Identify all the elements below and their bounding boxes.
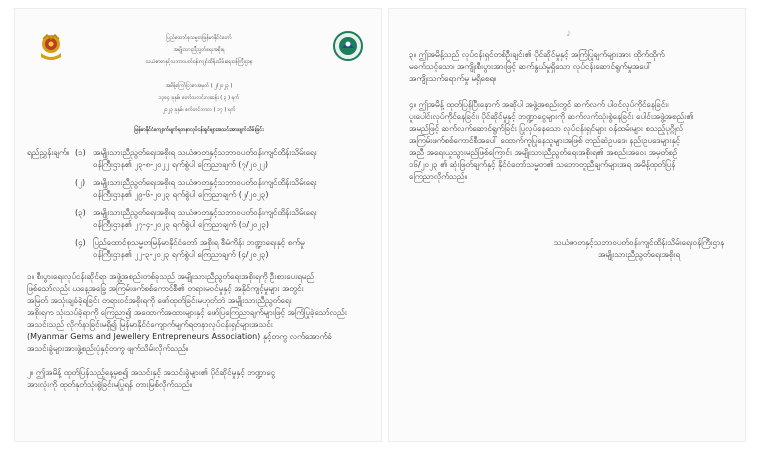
ref-4-num: (၄) xyxy=(75,238,86,247)
para-2-line-1: ၂။ ဤအမိန့် ထုတ်ပြန်သည့်နေ့မှစ၍ အသင်းနှင့် အသင်းခွဲများ၏ ပိုင်ဆိုင်မှုနှင့် ဘဏ္ဍာငွေ xyxy=(27,368,276,377)
para-3-line-3: အကျိုးသက်ရောက်မှု မရှိစေရ။ xyxy=(409,74,497,83)
ref-2-line-1: အမျိုးသားညီညွတ်ရေးအစိုးရ သယံဇာတနှင့်သဘာဝပတ်ဝန်းကျင်ထိန်းသိမ်းရေး xyxy=(93,178,317,187)
page-number: ၂ xyxy=(566,29,570,35)
letter-page-1 xyxy=(14,8,382,442)
ref-4-line-2: ဝန်ကြီးဌာန၏ ၂၂-၃-၂၀၂၃ ရက်စွဲပါ ကြေညာချက် (၄/၂၀၂၃) xyxy=(93,250,269,259)
para-3-line-2: မခက်သင့်သော၊ အကျိုးစီးပွားအားဖြင့် ဆက်နွယ်မှုရှိသော လုပ်ငန်းဆောင်ရွက်မှုအပေါ် xyxy=(409,62,652,71)
para-1-line-4: အစိုးရက သုံးသပ်ခဲ့ရာကို ကြေညာ၍ အထောက်အထားများနှင့် ဖော်ပြကြေညာချက်များဖြင့် အကြံပြုခဲ့သော်လည်း xyxy=(27,308,347,317)
para-4-line-4: အကြမ်းဖက်စစ်ကောင်စီအပေါ် ထောက်ကူပြုနေသူများအဖြစ် တည်ဆဲဥပဒေ၊ နည်းဥပဒေများနှင့် xyxy=(409,136,681,145)
header-line-1: ပြည်ထောင်စုသမ္မတမြန်မာနိုင်ငံတော် xyxy=(166,35,232,41)
para-4-line-2: ပူးပေါင်းလုပ်ကိုင်နေခြင်း၊ ပိုင်ဆိုင်မှုနှင့် ဘဏ္ဍာငွေများကို ဆက်လက်သုံးစွဲနေခြင်း ပေါင်းအဖွဲ့အစည်း၏ xyxy=(409,112,694,121)
ref-1-num: (၁) xyxy=(75,148,86,157)
ref-4-line-1: ပြည်ထောင်စုသမ္မတမြန်မာနိုင်ငံတော် အစိုးရ စီမံကိန်း ဘဏ္ဍာရေးနှင့် စက်မှု xyxy=(93,238,305,247)
para-1-line-2: ဖြစ်သော်လည်း ယနေ့အခြေ့ အကြမ်းဖက်စစ်ကောင်စီ၏ တရားမဝင်မှုနှင့် အနိုင်ကျင့်မှုများ အတွင်း xyxy=(27,284,304,293)
para-4-line-5: အညီ အရေးယူသွားမည်ဖြစ်ကြောင်း အမျိုးသားညီညွတ်ရေးအစိုးရ၏ အစည်းအဝေး အမှတ်စဉ် xyxy=(409,148,678,157)
para-1-line-1: ၁။ စီးပွားရေးလုပ်ငန်းဆိုင်ရာ အဖွဲ့အစည်းတစ်ခုသည် အမျိုးသားညီညွတ်ရေးအစိုးရကို ဦးစားပေးရမည် xyxy=(27,272,315,281)
para-4-line-7: ကြေညာလိုက်သည်။ xyxy=(409,172,467,181)
ref-2-line-2: ဝန်ကြီးဌာန၏ ၂၉-၆-၂၀၂၃ ရက်စွဲပါ ကြေညာချက် (၂/၂၀၂၃) xyxy=(93,190,269,199)
ref-3-line-2: ဝန်ကြီးဌာန၏ ၂၇-၄-၂၀၂၃ ရက်စွဲပါ ကြေညာချက် (၁/၂၀၂၃) xyxy=(93,220,270,229)
para-1-line-5: အသင်းသည် လိုက်နာခြင်းမရှိ၍ မြန်မာနိုင်ငံကျောက်မျက်ရတနာလုပ်ငန်းရှင်များအသင်း xyxy=(27,320,273,329)
ref-3-num: (၃) xyxy=(75,208,86,217)
para-2-line-2: အားလုံးကို ထုတ်နုတ်သုံးစွဲခြင်းမပြုရန် တားမြစ်လိုက်သည်။ xyxy=(27,380,193,389)
signature-government: အမျိုးသားညီညွတ်ရေးအစိုးရ xyxy=(597,250,681,259)
para-4-line-3: အမည်ဖြင့် ဆက်လက်ဆောင်ရွက်ခြင်း ပြုလုပ်နေသော လုပ်ငန်းရှင်များ ဝန်ထမ်းများ စသည့်ပုဂ္ဂိုလ် xyxy=(409,124,684,133)
header-line-2: အမျိုးသားညီညွတ်ရေးအစိုးရ xyxy=(173,47,225,53)
ref-1-line-1: အမျိုးသားညီညွတ်ရေးအစိုးရ သယံဇာတနှင့်သဘာဝပတ်ဝန်းကျင်ထိန်းသိမ်းရေး xyxy=(93,148,317,157)
letter-page-2 xyxy=(388,8,746,442)
para-4-line-1: ၄။ ဤအမိန့် ထုတ်ပြန်ပြီးနောက် အဆိုပါ အဖွဲ့အစည်းတွင် ဆက်လက် ပါဝင်လုပ်ကိုင်နေခြင်း၊ xyxy=(409,100,669,109)
subject-line: မြန်မာနိုင်ငံကျောက်မျက်ရတနာလုပ်ငန်းရှင်များအသင်းအားဖျက်သိမ်းခြင်း xyxy=(134,127,264,133)
para-1-line-3: အမြတ် အသုံးချခံခဲ့ရခြင်း တရားဝင်အစိုးရကို ဖော်ထုတ်ခြင်းမဟုတ်ဘဲ အမျိုးသားညီညွတ်ရေး xyxy=(27,296,292,305)
ref-3-line-1: အမျိုးသားညီညွတ်ရေးအစိုးရ သယံဇာတနှင့်သဘာဝပတ်ဝန်းကျင်ထိန်းသိမ်းရေး xyxy=(93,208,317,217)
para-1-line-7: အသင်းခွဲများအားဖွဲ့စည်းပုံနှင့်တကွ ဖျက်သိမ်းလိုက်သည်။ xyxy=(27,344,189,353)
order-number: အမိန့်ကြော်ငြာစာအမှတ် ( ၂/၂၀၂၃ ) xyxy=(165,83,233,89)
para-1-line-6: (Myanmar Gems and Jewellery Entrepreneurs Association) နှင့်တကွ လက်အောက်ခံ xyxy=(27,332,332,341)
signature-ministry: သယံဇာတနှင့်သဘာဝပတ်ဝန်းကျင်ထိန်းသိမ်းရေးဝန်ကြီးဌာန xyxy=(553,238,725,247)
ref-1-line-2: ဝန်ကြီးဌာန၏ ၂၃-၈-၂၀၂၂ ရက်စွဲပါ ကြေညာချက် (၇/၂၀၂၂) xyxy=(93,160,268,169)
ref-2-num: (၂) xyxy=(75,178,86,187)
header-line-3: သယံဇာတနှင့်သဘာဝပတ်ဝန်းကျင်ထိန်းသိမ်းရေးဝန်ကြီးဌာန xyxy=(145,59,253,65)
para-4-line-6: ၁၆/၂၀၂၃ ၏ ဆုံးဖြတ်ချက်နှင့် နိုင်ငံတော်သမ္မတ၏ သဘောတူညီချက်များအရ အမိန့်ထုတ်ပြန် xyxy=(409,160,676,169)
order-date-gregorian: ၂၀၂၃ ခုနှစ်၊ စက်တင်ဘာလ ( ၁၇ ) ရက် xyxy=(162,107,236,113)
order-date-myanmar: ၁၃၈၄ ခုနှစ်၊ တော်သလင်းလဆန်း ( ၃ ) ရက် xyxy=(158,95,240,101)
para-3-line-1: ၃။ ဤအမိန့်သည် လုပ်ငန်းရှင်တစ်ဦးချင်း၏ ပိုင်ဆိုင်မှုနှင့် အကြံပြုချက်များအား ထိုက်ထိုက် xyxy=(409,50,665,59)
references-label: ရည်ညွှန်းချက်။ xyxy=(27,148,70,157)
